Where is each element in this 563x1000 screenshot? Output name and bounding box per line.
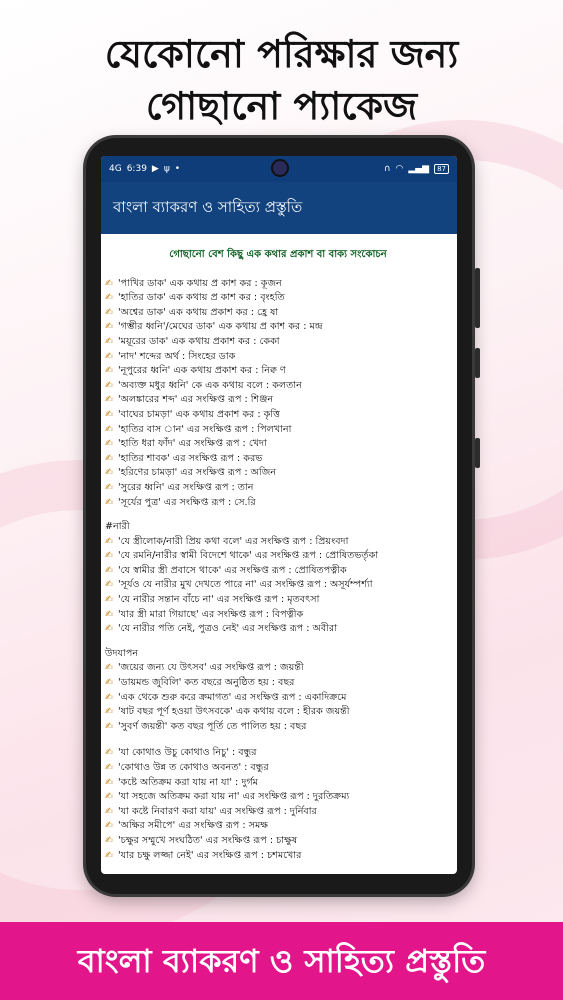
- writing-hand-icon: ✍: [105, 335, 114, 347]
- network-signal-label: 4G: [109, 164, 122, 174]
- list-item-text: 'অশ্বের ডাক' এক কথায় প্রকাশ কর : হ্রে ষা: [118, 306, 279, 318]
- app-bar-title: বাংলা ব্যাকরণ ও সাহিত্য প্রস্তুতি: [113, 197, 303, 216]
- content-heading: গোছানো বেশ কিছু এক কথার প্রকাশ বা বাক্য সংকোচন: [169, 249, 387, 260]
- writing-hand-icon: ✍: [105, 350, 114, 362]
- writing-hand-icon: ✍: [105, 365, 114, 377]
- list-item: [105, 746, 451, 761]
- list-item-text: 'সুরের ধ্বনি' এর সংক্ষিপ্ত রূপ : তান: [118, 481, 254, 493]
- list-item-text: 'ডায়মন্ড জুবিলি' কত বছরে অনুষ্ঠিত হয় : বছর: [118, 677, 295, 689]
- list-item-text: 'বাঘের চামড়া' এক কথায় প্রকাশ কর : কৃত্তি: [118, 408, 280, 420]
- list-item-text: 'অলঙ্কারের শব্দ' এর সংক্ষিপ্ত রূপ : শিঞ্জন: [118, 394, 274, 406]
- list-item-text: 'যার স্ত্রী মারা গিয়াছে' এর সংক্ষিপ্ত রূপ : বিপত্নীক: [118, 608, 304, 620]
- writing-hand-icon: ✍: [105, 379, 114, 391]
- writing-hand-icon: ✍: [105, 662, 114, 674]
- list-item-text: 'হরিণের চামড়া' এর সংক্ষিপ্ত রূপ : অজিন: [118, 467, 277, 479]
- writing-hand-icon: ✍: [105, 776, 114, 788]
- list-item: [105, 776, 451, 791]
- list-item-text: 'নাদ' শব্দের অর্থ : সিংহের ডাক: [118, 350, 236, 362]
- list-item-text: 'এক থেকে শুরু করে ক্রমাগত' এর সংক্ষিপ্ত রূপ : একাদিক্রমে: [118, 691, 347, 703]
- writing-hand-icon: ✍: [105, 820, 114, 832]
- list-item-text: 'হাতি ধরা ফাঁদ' এর সংক্ষিপ্ত রূপ : খেদা: [118, 438, 267, 450]
- list-item-text: 'যে নারীর সন্তান বাঁচে না' এর সংক্ষিপ্ত রূপ : মৃতবৎসা: [118, 594, 320, 606]
- list-item-text: 'ময়ূরের ডাক' এক কথায় প্রকাশ কর : কেকা: [118, 335, 280, 347]
- list-item-text: 'যে রমনি/নারীর স্বামী বিদেশে থাকে' এর সংক্ষিপ্ত রূপ : প্রোষিতভর্তৃকা: [118, 550, 379, 562]
- list-item-text: 'হাতির শাবক' এর সংক্ষিপ্ত রূপ : করভ: [118, 452, 263, 464]
- battery-level: 87: [437, 165, 446, 173]
- list-item: [105, 466, 451, 481]
- promo-headline: [0, 28, 563, 132]
- writing-hand-icon: ✍: [105, 762, 114, 773]
- list-item-text: 'নূপুরের ধ্বনি' এক কথায় প্রকাশ কর : নিক্ব ণ: [118, 365, 286, 377]
- writing-hand-icon: ✍: [105, 292, 114, 304]
- writing-hand-icon: ✍: [105, 608, 114, 620]
- section-title-women: #নারী: [105, 521, 130, 533]
- list-item: [105, 320, 451, 335]
- list-item: [105, 578, 451, 593]
- banner-text: বাংলা ব্যাকরণ ও সাহিত্য প্রস্তুতি: [77, 942, 486, 980]
- front-camera: [273, 161, 287, 175]
- list-item-text: 'অক্ষির সমীপে' এর সংক্ষিপ্ত রূপ : সমক্ষ: [118, 820, 269, 832]
- list-item: [105, 481, 451, 496]
- writing-hand-icon: ✍: [105, 564, 114, 576]
- section-title-celebration: উদযাপন: [105, 647, 139, 659]
- headline-line-2: গোছানো প্যাকেজ: [145, 84, 418, 128]
- writing-hand-icon: ✍: [105, 849, 114, 861]
- list-item-text: 'জয়ের জন্য যে উৎসব' এর সংক্ষিপ্ত রূপ : জয়ন্তী: [118, 662, 304, 674]
- group-terrain: [105, 746, 451, 863]
- writing-hand-icon: ✍: [105, 306, 114, 318]
- writing-hand-icon: ✍: [105, 408, 114, 420]
- writing-hand-icon: ✍: [105, 535, 114, 547]
- list-item: [105, 705, 451, 720]
- clock: 6:39: [126, 164, 147, 174]
- wifi-icon: ◠: [395, 164, 404, 174]
- writing-hand-icon: ✍: [105, 452, 114, 464]
- list-item: [105, 393, 451, 408]
- list-item-text: 'সূর্যও যে নারীর মুখ দেখতে পারে না' এর সংক্ষিপ্ত রূপ : অসূর্যম্পর্শ্যা: [118, 579, 373, 591]
- writing-hand-icon: ✍: [105, 423, 114, 435]
- writing-hand-icon: ✍: [105, 467, 114, 479]
- writing-hand-icon: ✍: [105, 623, 114, 635]
- list-item: [105, 761, 451, 776]
- writing-hand-icon: ✍: [105, 579, 114, 591]
- writing-hand-icon: ✍: [105, 438, 114, 450]
- writing-hand-icon: ✍: [105, 791, 114, 803]
- list-item-text: 'সূর্যের পুত্র' এর সংক্ষিপ্ত রূপ : সে.রি: [118, 496, 256, 508]
- list-item-text: 'কোথাও উন্ন ত কোথাও অবনত' : বন্ধুর: [118, 762, 269, 773]
- list-item-text: 'যা কষ্টে নিবারণ করা যায়' এর সংক্ষিপ্ত রূপ : দুর্নিবার: [118, 805, 317, 817]
- list-item: [105, 437, 451, 452]
- headphone-icon: ∩: [383, 164, 391, 174]
- list-item: [105, 277, 451, 292]
- phone-screen: [101, 156, 457, 874]
- writing-hand-icon: ✍: [105, 677, 114, 689]
- writing-hand-icon: ✍: [105, 481, 114, 493]
- usb-icon: ψ: [163, 164, 170, 174]
- writing-hand-icon: ✍: [105, 720, 114, 732]
- list-item-text: 'যা সহজে অতিক্রম করা যায় না' এর সংক্ষিপ্ত রূপ : দুরতিক্রম্য: [118, 791, 350, 803]
- more-dot-icon: •: [174, 164, 181, 174]
- writing-hand-icon: ✍: [105, 805, 114, 817]
- list-item: [105, 790, 451, 805]
- phone-frame: [86, 138, 472, 894]
- headline-line-1: যেকোনো পরিক্ষার জন্য: [104, 32, 459, 76]
- writing-hand-icon: ✍: [105, 706, 114, 718]
- list-item: [105, 805, 451, 820]
- list-item: [105, 423, 451, 438]
- list-item-text: 'ষাট বছর পূর্ণ হওয়া উৎসবকে' এক কথায় বলে : হীরক জয়ন্তী: [118, 706, 350, 718]
- list-item-text: 'পাখির ডাক' এক কথায় প্র কাশ কর : কূজন: [118, 277, 282, 289]
- list-item: [105, 819, 451, 834]
- list-item: [105, 306, 451, 321]
- list-item: [105, 496, 451, 511]
- list-item: [105, 661, 451, 676]
- volume-button: [475, 268, 480, 328]
- signal-icon: ▂▄▆: [408, 164, 430, 174]
- list-item-text: 'গম্ভীর ধ্বনি'/মেঘের ডাক' এক কথায় প্র কাশ কর : মন্দ্র: [118, 321, 323, 333]
- writing-hand-icon: ✍: [105, 277, 114, 289]
- bottom-banner: [0, 922, 563, 1000]
- youtube-icon: ▶: [151, 164, 159, 174]
- group-women: [105, 535, 451, 637]
- writing-hand-icon: ✍: [105, 496, 114, 508]
- writing-hand-icon: ✍: [105, 594, 114, 606]
- writing-hand-icon: ✍: [105, 834, 114, 846]
- list-item: [105, 564, 451, 579]
- list-item-text: 'যা কোথাও উচু কোথাও নিচু' : বন্ধুর: [118, 747, 257, 759]
- group-celebration: [105, 661, 451, 734]
- list-item: [105, 335, 451, 350]
- list-item-text: 'কষ্টে অতিক্রম করা যায় না যা' : দুর্গম: [118, 776, 258, 788]
- list-item: [105, 608, 451, 623]
- list-item-text: 'যে নারীর পতি নেই, পুত্রও নেই' এর সংক্ষিপ্ত রূপ : অবীরা: [118, 623, 337, 635]
- group-animal-sounds: [105, 277, 451, 511]
- list-item-text: 'হাতির বাস ান' এর সংক্ষিপ্ত রূপ : পিলখানা: [118, 423, 292, 435]
- list-item-text: 'যে স্বামীর স্ত্রী প্রবাসে থাকে' এর সংক্ষিপ্ত রূপ : প্রোষিতপত্নীক: [118, 564, 347, 576]
- list-item: [105, 549, 451, 564]
- list-item: [105, 535, 451, 550]
- writing-hand-icon: ✍: [105, 691, 114, 703]
- list-item: [105, 408, 451, 423]
- writing-hand-icon: ✍: [105, 394, 114, 406]
- list-item-text: 'যার চক্ষু লজ্জা নেই' এর সংক্ষিপ্ত রূপ : চশমখোর: [118, 849, 302, 861]
- list-item: [105, 452, 451, 467]
- list-item: [105, 350, 451, 365]
- list-item: [105, 676, 451, 691]
- list-item: [105, 622, 451, 637]
- list-item: [105, 691, 451, 706]
- battery-icon: [434, 164, 449, 174]
- status-bar: [101, 156, 457, 182]
- writing-hand-icon: ✍: [105, 747, 114, 759]
- list-item: [105, 720, 451, 735]
- list-item-text: 'হাতির ডাক' এক কথায় প্র কাশ কর : বৃংহতি: [118, 292, 285, 304]
- list-item: [105, 291, 451, 306]
- side-button: [475, 438, 480, 468]
- list-item-text: 'অব্যক্ত মধুর ধ্বনি' কে এক কথায় বলে : কলতান: [118, 379, 302, 391]
- list-item: [105, 849, 451, 864]
- writing-hand-icon: ✍: [105, 550, 114, 562]
- list-item-text: 'চক্ষুর সম্মুখে সংঘঠিত' এর সংক্ষিপ্ত রূপ : চাক্ষুষ: [118, 834, 298, 846]
- power-button: [475, 348, 480, 378]
- list-item: [105, 593, 451, 608]
- list-item: [105, 379, 451, 394]
- list-item: [105, 834, 451, 849]
- list-item: [105, 364, 451, 379]
- app-bar: [101, 182, 457, 234]
- content-area[interactable]: [101, 234, 457, 863]
- list-item-text: 'যে স্ত্রীলোক/নারী প্রিয় কথা বলে' এর সংক্ষিপ্ত রূপ : প্রিয়ংবদা: [118, 535, 349, 547]
- list-item-text: 'সুবর্ণ জয়ন্তী' কত বছর পূর্তি তে পালিত হয় : বছর: [118, 720, 307, 732]
- writing-hand-icon: ✍: [105, 321, 114, 333]
